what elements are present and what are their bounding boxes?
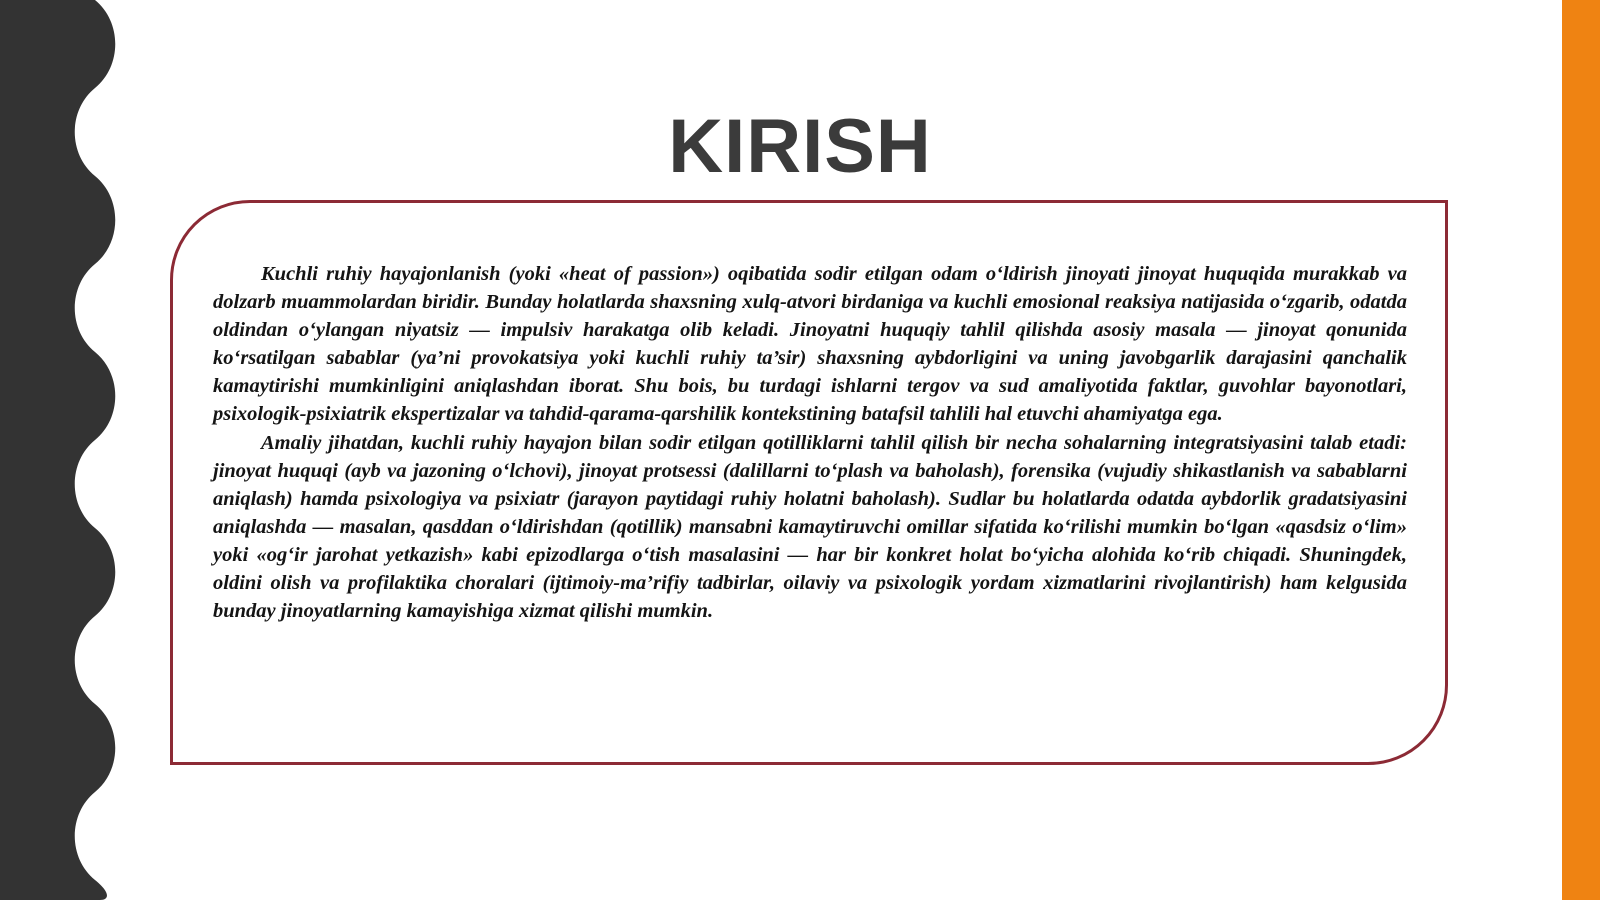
paragraph-1: Kuchli ruhiy hayajonlanish (yoki «heat of passion») oqibatida sodir etilgan odam o‘ldirish jinoyati jinoyat huquqida murakkab va dolzarb muammolardan biridir. Bunday holatlarda shaxsning xulq-atvori birdaniga va kuchli emosional reaksiya natijasida o‘zgarib, odatda oldindan o‘ylangan niyatsiz — impulsiv harakatga olib keladi. Jinoyatni huquqiy tahlil qilishda asosiy masala — jinoyat qonunida ko‘rsatilgan sabablar (ya’ni provokatsiya yoki kuchli ruhiy ta’sir) shaxsning aybdorligini va uning javobgarlik darajasini qanchalik kamaytirishi mumkinligini aniqlashdan iborat. Shu bois, bu turdagi ishlarni tergov va sud amaliyotida faktlar, guvohlar bayonotlari, psixologik-psixiatrik ekspertizalar va tahdid-qarama-qarshilik kontekstining batafsil tahlili hal etuvchi ahamiyatga ega. [213, 263, 1407, 426]
content-box [170, 200, 1448, 765]
slide-title: KIRISH [668, 103, 932, 189]
content-text [213, 260, 1407, 625]
paragraph-2: Amaliy jihatdan, kuchli ruhiy hayajon bilan sodir etilgan qotilliklarni tahlil qilish bir necha sohalarning integratsiyasini talab etadi: jinoyat huquqi (ayb va jazoning o‘lchovi), jinoyat protsessi (dalillarni to‘plash va baholash), forensika (vujudiy shikastlanish va sabablarni aniqlash) hamda psixologiya va psixiatr (jarayon paytidagi ruhiy holatni baholash). Sudlar bu holatlarda odatda aybdorlik gradatsiyasini aniqlashda — masalan, qasddan o‘ldirishdan (qotillik) mansabni kamaytiruvchi omillar sifatida ko‘rilishi mumkin bo‘lgan «qasdsiz o‘lim» yoki «og‘ir jarohat yetkazish» kabi epizodlarga o‘tish masalasini — har bir konkret holat bo‘yicha alohida ko‘rib chiqadi. Shuningdek, oldini olish va profilaktika choralari (ijtimoiy-ma’rifiy tadbirlar, oilaviy va psixologik yordam xizmatlarini rivojlantirish) ham kelgusida bunday jinoyatlarning kamayishiga xizmat qilishi mumkin. [213, 431, 1407, 623]
